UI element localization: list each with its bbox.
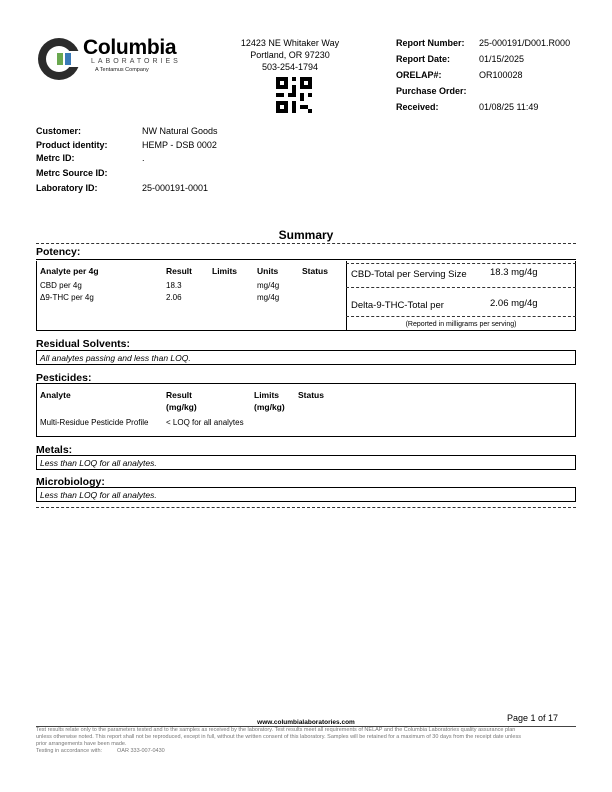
report-number-label: Report Number: — [396, 38, 465, 48]
serving-dash — [346, 316, 576, 317]
pesticides-header-result-unit: (mg/kg) — [166, 402, 197, 412]
address-line2: Portland, OR 97230 — [250, 50, 330, 60]
lab-name: Columbia — [83, 36, 177, 59]
lab-subtitle: LABORATORIES — [91, 58, 181, 65]
product-identity-value: HEMP - DSB 0002 — [142, 140, 217, 150]
potency-rule — [36, 259, 576, 260]
summary-divider — [36, 243, 576, 244]
pesticides-header-status: Status — [298, 390, 324, 400]
metrc-id-label: Metrc ID: — [36, 153, 75, 163]
orelap-label: ORELAP#: — [396, 70, 442, 80]
serving-thc-value: 2.06 mg/4g — [490, 298, 538, 309]
lab-phone: 503-254-1794 — [261, 62, 319, 72]
residual-solvents-text: All analytes passing and less than LOQ. — [40, 353, 191, 363]
received-value: 01/08/25 11:49 — [479, 102, 539, 112]
pesticides-header-result: Result — [166, 390, 192, 400]
summary-title: Summary — [278, 228, 334, 242]
footer-line4-value: OAR 333-007-0430 — [117, 748, 165, 754]
qr-code-icon — [276, 77, 312, 113]
serving-dash — [346, 263, 576, 264]
pesticides-row-result: < LOQ for all analytes — [166, 418, 244, 427]
serving-cbd-label: CBD-Total per Serving Size — [351, 269, 467, 280]
potency-row-analyte: CBD per 4g — [40, 281, 82, 290]
potency-row-result: 18.3 — [166, 281, 182, 290]
pesticides-header-analyte: Analyte — [40, 390, 71, 400]
customer-label: Customer: — [36, 126, 82, 136]
report-date-label: Report Date: — [396, 54, 451, 64]
pesticides-header-limits-unit: (mg/kg) — [254, 402, 285, 412]
laboratory-id-value: 25-000191-0001 — [142, 183, 209, 193]
serving-thc-label: Delta-9-THC-Total per — [351, 300, 444, 311]
footer-website[interactable]: www.columbialaboratories.com — [257, 719, 355, 726]
metrc-source-id-label: Metrc Source ID: — [36, 168, 108, 178]
orelap-number: OR100028 — [479, 70, 523, 80]
columbia-logo-icon — [37, 37, 81, 81]
pesticides-header-limits: Limits — [254, 390, 280, 400]
potency-row-units: mg/4g — [257, 293, 280, 302]
customer-value: NW Natural Goods — [142, 126, 218, 136]
potency-row-analyte: Δ9-THC per 4g — [40, 293, 94, 302]
serving-note: (Reported in milligrams per serving) — [405, 321, 517, 328]
potency-title: Potency: — [36, 246, 81, 258]
page-number: Page 1 of 17 — [507, 713, 559, 723]
residual-solvents-title: Residual Solvents: — [36, 338, 130, 350]
bottom-divider — [36, 507, 576, 508]
report-number: 25-000191/D001.R000 — [479, 38, 571, 48]
lab-tagline: A Tentamus Company — [95, 67, 149, 73]
metals-title: Metals: — [36, 444, 73, 456]
address-line1: 12423 NE Whitaker Way — [240, 38, 340, 48]
potency-row-units: mg/4g — [257, 281, 280, 290]
report-date: 01/15/2025 — [479, 54, 525, 64]
purchase-order-label: Purchase Order: — [396, 86, 467, 96]
received-label: Received: — [396, 102, 439, 112]
footer-line3: prior arrangements have been made. — [36, 741, 127, 747]
pesticides-title: Pesticides: — [36, 372, 92, 384]
metrc-id-value: . — [142, 153, 145, 163]
potency-header-limits: Limits — [212, 266, 238, 276]
product-identity-label: Product identity: — [36, 140, 108, 150]
potency-header-units: Units — [257, 266, 279, 276]
microbiology-title: Microbiology: — [36, 476, 105, 488]
pesticides-row-analyte: Multi-Residue Pesticide Profile — [40, 418, 149, 427]
footer-line4-label: Testing in accordance with: — [36, 748, 103, 754]
serving-cbd-value: 18.3 mg/4g — [490, 267, 538, 278]
potency-header-status: Status — [302, 266, 328, 276]
microbiology-text: Less than LOQ for all analytes. — [40, 490, 157, 500]
serving-dash — [346, 287, 576, 288]
laboratory-id-label: Laboratory ID: — [36, 183, 98, 193]
potency-header-result: Result — [166, 266, 192, 276]
potency-header-analyte: Analyte per 4g — [40, 266, 99, 276]
footer-line2: unless otherwise noted. This report shall not be reproduced, except in full, without the written consent of this laboratory. Samples will be retained for a maximum of 30 days from the receipt date unless — [36, 734, 521, 740]
potency-row-result: 2.06 — [166, 293, 182, 302]
footer-line1: Test results relate only to the parameters tested and to the samples as received by the laboratory. Test results meet all requirements of NELAP and the Columbia Laboratories quality assurance plan — [36, 727, 516, 733]
metals-text: Less than LOQ for all analytes. — [40, 458, 157, 468]
